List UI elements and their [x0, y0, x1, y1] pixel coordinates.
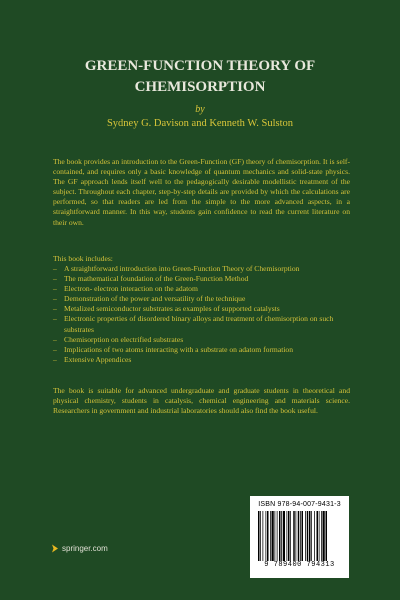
- list-bullet: –: [53, 284, 57, 294]
- publisher-url: springer.com: [62, 544, 108, 553]
- list-bullet: –: [53, 264, 57, 273]
- list-bullet: –: [53, 354, 57, 364]
- barcode-icon: [255, 511, 344, 561]
- intro-paragraph: The book provides an introduction to the Green-Function (GF) theory of chemisorption. It is self-contained, and requires only a basic knowledge of quantum mechanics and solid-state physics. The GF approach lends itself well to the pedagogically desirable modellistic treatment of the subject. Throughout each chapter, step-by-step details are provided by which the calculations are performed, so that readers are led from the simple to the more advanced aspects, in a straightforward manner. In this way, students gain confidence to read the current literature on their own.: [53, 157, 350, 227]
- list-bullet: –: [53, 334, 57, 344]
- feature-list-item-text: Demonstration of the power and versatility of the technique: [64, 294, 246, 304]
- feature-list-item-text: Electronic properties of disordered binary alloys and treatment of chemisorption on such substrates: [64, 314, 334, 334]
- list-bullet: –: [53, 304, 57, 314]
- list-bullet: –: [53, 344, 57, 354]
- feature-list-item-text: Extensive Appendices: [64, 354, 132, 364]
- book-title-line2: CHEMISORPTION: [134, 79, 266, 95]
- chevron-right-icon: [51, 544, 59, 553]
- feature-list-item-text: Chemisorption on electrified substrates: [64, 334, 184, 344]
- feature-list-item-text: Metalized semiconductor substrates as examples of supported catalysts: [64, 304, 280, 314]
- book-title: [20, 56, 380, 98]
- feature-list-item: [53, 314, 350, 334]
- feature-list-item: [53, 294, 350, 304]
- publisher-link[interactable]: [51, 544, 108, 553]
- list-bullet: –: [53, 314, 57, 324]
- closing-paragraph: The book is suitable for advanced undergraduate and graduate students in theoretical and physical chemistry, students in catalysis, chemical engineering and materials science. Researchers in government and industrial laboratories should also find the book useful.: [53, 386, 350, 416]
- feature-list-item-text: Electron- electron interaction on the adatom: [64, 284, 198, 294]
- feature-list-item: [53, 274, 350, 284]
- feature-list-item: [53, 284, 350, 294]
- feature-list-item-text: The mathematical foundation of the Green-Function Method: [64, 274, 249, 284]
- feature-list-item: [53, 304, 350, 314]
- barcode-panel: [250, 496, 349, 578]
- list-bullet: –: [53, 294, 57, 304]
- barcode-digits: 9 789400 794313: [264, 561, 335, 569]
- authors: Sydney G. Davison and Kenneth W. Sulston: [106, 118, 294, 129]
- list-bullet: –: [53, 274, 57, 284]
- feature-list-item: [53, 335, 350, 345]
- feature-list-item: [53, 264, 350, 274]
- includes-heading: This book includes:: [53, 254, 113, 263]
- feature-list-item: [53, 355, 350, 365]
- byline: by: [195, 104, 205, 115]
- feature-list-item-text: A straightforward introduction into Green-Function Theory of Chemisorption: [64, 264, 300, 273]
- feature-list: [53, 264, 350, 365]
- isbn-label: ISBN 978-94-007-9431-3: [258, 501, 341, 508]
- book-title-line1: GREEN-FUNCTION THEORY OF: [84, 58, 316, 74]
- feature-list-item-text: Implications of two atoms interacting with a substrate on adatom formation: [64, 344, 294, 354]
- feature-list-item: [53, 345, 350, 355]
